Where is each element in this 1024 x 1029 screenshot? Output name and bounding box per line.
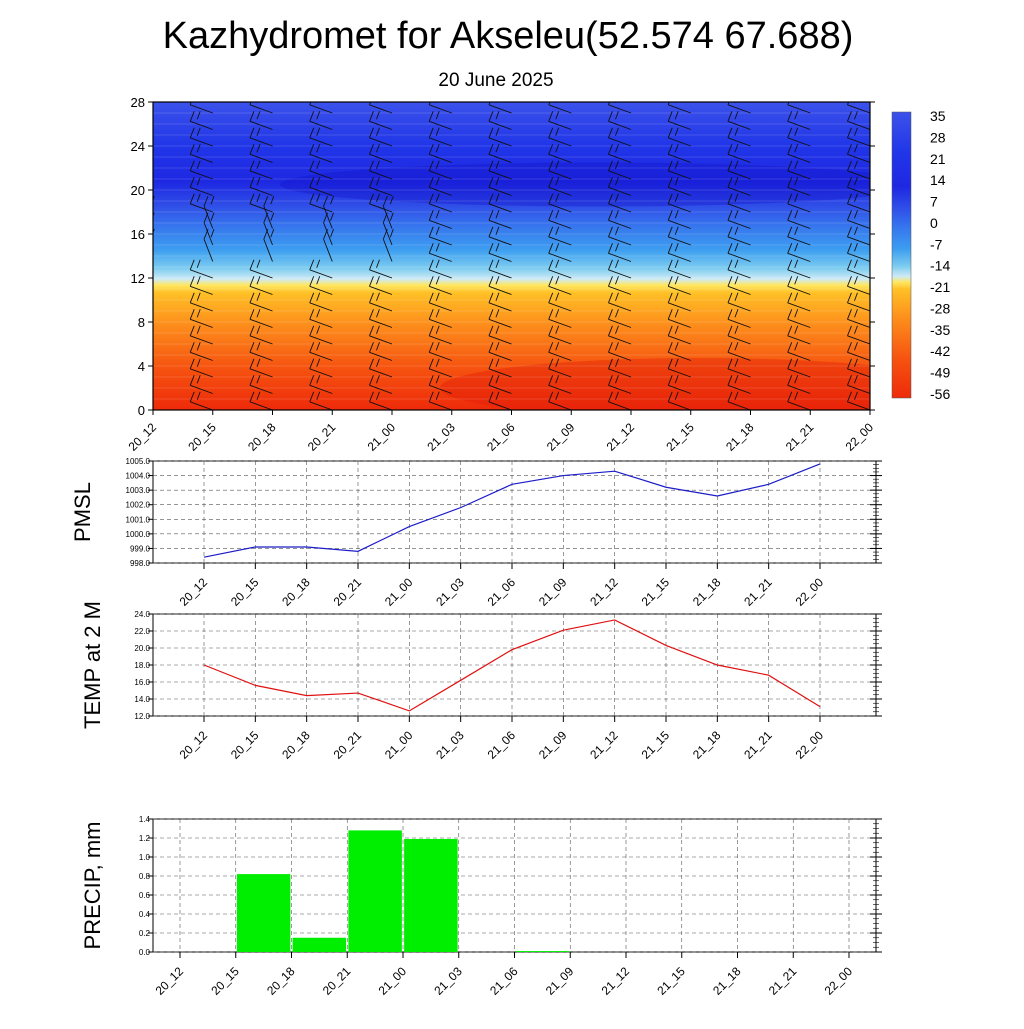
y-tick-label: 24	[131, 139, 145, 154]
wind-barb	[130, 111, 153, 129]
y-axis-label: TEMP at 2 M	[80, 601, 105, 729]
colorbar-label: -35	[930, 322, 950, 338]
x-tick-label: 21_12	[599, 964, 633, 998]
wind-barb-flag	[130, 111, 134, 121]
y-tick-label: 0	[138, 403, 145, 418]
wind-barb-flag	[144, 213, 148, 223]
x-tick-label: 20_15	[228, 728, 262, 762]
x-tick-label: 20_18	[245, 420, 279, 454]
y-tick-label: 999.0	[130, 544, 151, 553]
x-tick-label: 20_15	[185, 420, 219, 454]
x-tick-label: 22_00	[843, 420, 877, 454]
wind-barb-shaft	[130, 286, 153, 294]
x-tick-label: 21_12	[604, 420, 638, 454]
x-tick-label: 20_21	[331, 575, 365, 609]
precip-bar	[404, 839, 458, 952]
colorbar	[892, 108, 950, 402]
colorbar-label: -7	[930, 236, 943, 252]
precip-bar	[237, 874, 291, 952]
y-tick-label: 1005.0	[126, 457, 151, 466]
y-tick-label: 20.0	[134, 644, 150, 653]
wind-barb-flag	[137, 293, 140, 301]
y-tick-label: 12.0	[134, 712, 150, 721]
x-tick-label: 21_21	[741, 728, 775, 762]
colorbar-strip	[892, 112, 911, 398]
colorbar-label: 28	[930, 129, 946, 145]
precip-bar	[516, 951, 570, 952]
x-tick-label: 20_18	[279, 728, 313, 762]
y-tick-label: 22.0	[134, 627, 150, 636]
y-tick-label: 1.2	[139, 834, 151, 843]
x-tick-label: 20_21	[305, 420, 339, 454]
precip-bar	[348, 830, 402, 952]
colorbar-label: 35	[930, 108, 946, 124]
x-tick-label: 21_18	[690, 575, 724, 609]
x-tick-label: 20_12	[153, 964, 187, 998]
wind-barb-shaft	[130, 303, 153, 311]
y-tick-label: 20	[131, 183, 145, 198]
x-tick-label: 20_18	[264, 964, 298, 998]
x-tick-label: 20_18	[279, 575, 313, 609]
y-tick-label: 18.0	[134, 661, 150, 670]
chart-title: Kazhydromet for Akseleu(52.574 67.688)	[163, 15, 854, 57]
wind-barb-flag	[130, 375, 134, 385]
x-tick-label: 21_12	[587, 575, 621, 609]
x-tick-label: 21_03	[433, 575, 467, 609]
wind-barb-flag	[137, 128, 140, 136]
precip-panel	[80, 815, 882, 998]
x-tick-label: 20_21	[320, 964, 354, 998]
y-tick-label: 1002.0	[126, 501, 151, 510]
wind-barb-flag	[130, 128, 134, 138]
x-tick-label: 21_15	[639, 575, 673, 609]
x-tick-label: 20_12	[126, 420, 160, 454]
wind-barb-flag	[137, 260, 140, 268]
x-tick-label: 21_15	[654, 964, 688, 998]
x-tick-label: 21_06	[484, 420, 518, 454]
wind-barb-flag	[137, 111, 140, 119]
chart-subtitle: 20 June 2025	[438, 70, 553, 91]
y-tick-label: 1000.0	[126, 530, 151, 539]
wind-barb-flag	[137, 375, 140, 383]
x-tick-label: 21_21	[783, 420, 817, 454]
wind-barb-flag	[130, 342, 134, 352]
x-tick-label: 22_00	[793, 575, 827, 609]
x-tick-label: 21_09	[544, 420, 578, 454]
x-tick-label: 20_12	[177, 728, 211, 762]
wind-barb-flag	[137, 392, 140, 400]
x-tick-label: 21_03	[431, 964, 465, 998]
colorbar-label: -14	[930, 258, 950, 274]
y-tick-label: 1003.0	[126, 486, 151, 495]
x-tick-label: 20_15	[208, 964, 242, 998]
wind-barb-shaft	[130, 154, 153, 162]
y-tick-label: 16.0	[134, 678, 150, 687]
wind-barb-shaft	[144, 239, 153, 261]
x-tick-label: 21_06	[487, 964, 521, 998]
colorbar-label: -21	[930, 279, 950, 295]
y-tick-label: 1001.0	[126, 515, 151, 524]
temperature-heatmap-panel	[126, 95, 960, 454]
wind-barb-shaft	[144, 206, 153, 228]
wind-barb-flag	[130, 260, 134, 270]
x-tick-label: 21_03	[424, 420, 458, 454]
x-tick-label: 22_00	[822, 964, 856, 998]
y-tick-label: 1.4	[139, 815, 151, 824]
y-tick-label: 0.6	[139, 891, 151, 900]
x-tick-label: 21_12	[587, 728, 621, 762]
y-tick-label: 28	[131, 95, 145, 110]
y-tick-label: 0.8	[139, 872, 151, 881]
temp-2m-panel	[80, 601, 882, 762]
wind-barb-flag	[130, 359, 134, 369]
x-tick-label: 21_06	[485, 575, 519, 609]
wind-barb-flag	[130, 326, 134, 336]
y-tick-label: 998.0	[130, 559, 151, 568]
x-tick-label: 21_21	[766, 964, 800, 998]
x-tick-label: 20_21	[331, 728, 365, 762]
y-tick-label: 1004.0	[126, 472, 151, 481]
y-tick-label: 8	[138, 315, 145, 330]
x-tick-label: 20_15	[228, 575, 262, 609]
colorbar-label: -42	[930, 343, 950, 359]
wind-barb-shaft	[130, 385, 153, 393]
x-tick-label: 21_21	[741, 575, 775, 609]
y-tick-label: 24.0	[134, 610, 150, 619]
colorbar-label: 14	[930, 172, 946, 188]
y-axis-label: PRECIP, mm	[80, 822, 105, 950]
precip-bar	[293, 938, 347, 952]
colorbar-label: -49	[930, 365, 950, 381]
wind-barb-flag	[137, 161, 140, 169]
y-tick-label: 1.0	[139, 853, 151, 862]
x-tick-label: 21_18	[710, 964, 744, 998]
y-tick-label: 14.0	[134, 695, 150, 704]
colorbar-label: -56	[930, 386, 950, 402]
y-tick-label: 0.0	[139, 948, 151, 957]
x-tick-label: 21_15	[663, 420, 697, 454]
wind-barb	[130, 161, 153, 179]
wind-barb-flag	[130, 293, 134, 303]
wind-barb	[130, 293, 153, 311]
wind-barb-shaft	[130, 336, 153, 344]
pmsl-panel	[70, 457, 882, 609]
x-tick-label: 20_12	[177, 575, 211, 609]
y-tick-label: 16	[131, 227, 145, 242]
colorbar-label: 7	[930, 194, 938, 210]
colorbar-label: 0	[930, 215, 938, 231]
y-tick-label: 12	[131, 271, 145, 286]
x-tick-label: 21_00	[376, 964, 410, 998]
x-tick-label: 21_15	[639, 728, 673, 762]
x-tick-label: 21_00	[382, 575, 416, 609]
y-axis-label: PMSL	[70, 482, 95, 542]
x-tick-label: 22_00	[793, 728, 827, 762]
x-tick-label: 21_00	[365, 420, 399, 454]
cold-core	[280, 163, 920, 207]
x-tick-label: 21_09	[536, 575, 570, 609]
x-tick-label: 21_03	[433, 728, 467, 762]
wind-barb-shaft	[130, 171, 153, 179]
y-tick-label: 0.2	[139, 929, 151, 938]
wind-barb	[130, 375, 153, 393]
wind-barb	[130, 342, 153, 360]
wind-barb-shaft	[130, 204, 153, 212]
x-tick-label: 21_09	[543, 964, 577, 998]
x-tick-label: 21_18	[690, 728, 724, 762]
wind-barb-flag	[130, 161, 134, 171]
wind-barb-flag	[130, 392, 134, 402]
y-tick-label: 4	[138, 359, 145, 374]
plot-area	[153, 461, 876, 563]
x-tick-label: 21_00	[382, 728, 416, 762]
wind-barb-flag	[137, 342, 140, 350]
wind-barb-flag	[130, 309, 134, 319]
wind-barb-shaft	[130, 121, 153, 129]
x-tick-label: 21_18	[723, 420, 757, 454]
x-tick-label: 21_06	[485, 728, 519, 762]
x-tick-label: 21_09	[536, 728, 570, 762]
y-tick-label: 0.4	[139, 910, 151, 919]
colorbar-label: 21	[930, 151, 946, 167]
colorbar-label: -28	[930, 300, 950, 316]
